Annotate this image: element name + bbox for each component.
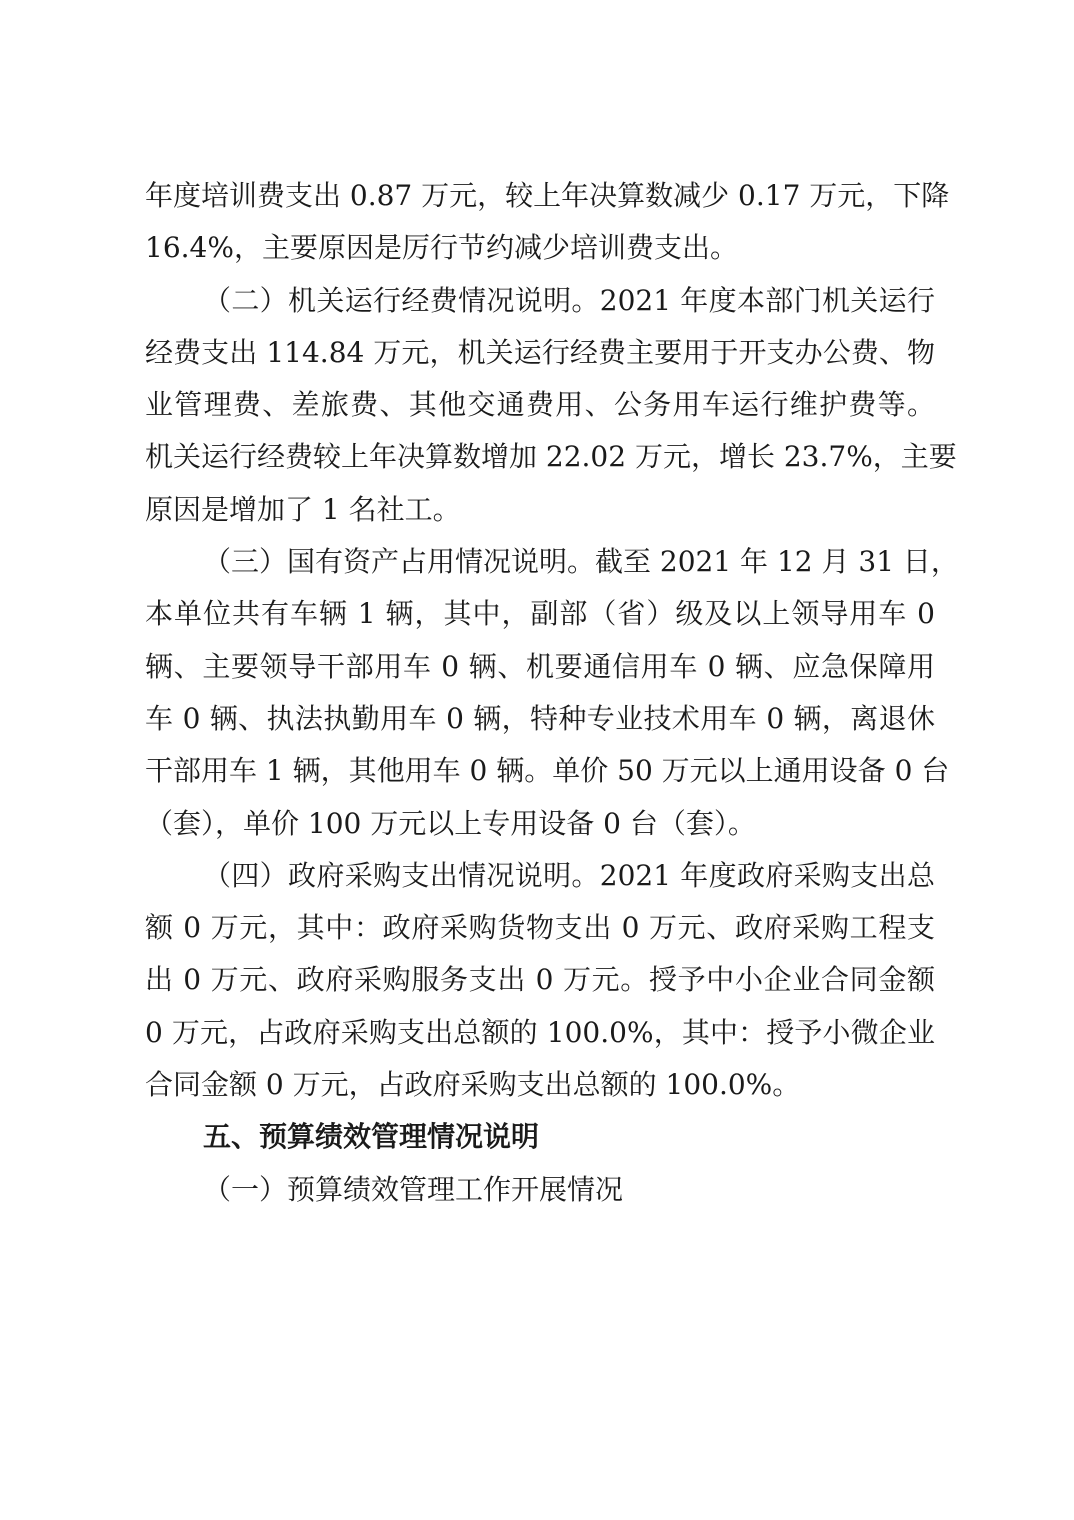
paragraph-line: 原因是增加了 1 名社工。: [145, 492, 461, 526]
section-heading: 五、预算绩效管理情况说明: [203, 1120, 540, 1154]
paragraph-line: （四）政府采购支出情况说明。2021 年度政府采购支出总: [203, 858, 935, 892]
subsection-heading: （一）预算绩效管理工作开展情况: [203, 1172, 624, 1206]
paragraph-line: 合同金额 0 万元，占政府采购支出总额的 100.0%。: [145, 1068, 801, 1102]
paragraph-line: 年度培训费支出 0.87 万元，较上年决算数减少 0.17 万元，下降: [145, 179, 950, 212]
paragraph-line: 机关运行经费较上年决算数增加 22.02 万元，增长 23.7%，主要: [145, 440, 957, 474]
paragraph-line: 本单位共有车辆 1 辆，其中，副部（省）级及以上领导用车 0: [145, 597, 935, 631]
paragraph-line: 经费支出 114.84 万元，机关运行经费主要用于开支办公费、物: [145, 335, 935, 369]
paragraph-line: 业管理费、差旅费、其他交通费用、公务用车运行维护费等。: [145, 388, 935, 422]
paragraph-line: 出 0 万元、政府采购服务支出 0 万元。授予中小企业合同金额: [145, 963, 935, 997]
paragraph-line: （三）国有资产占用情况说明。截至 2021 年 12 月 31 日，: [203, 545, 959, 579]
paragraph-line: 干部用车 1 辆，其他用车 0 辆。单价 50 万元以上通用设备 0 台: [145, 754, 950, 788]
paragraph-line: 车 0 辆、执法执勤用车 0 辆，特种专业技术用车 0 辆，离退休: [145, 701, 935, 735]
paragraph-line: 辆、主要领导干部用车 0 辆、机要通信用车 0 辆、应急保障用: [145, 649, 935, 683]
paragraph-line: （套），单价 100 万元以上专用设备 0 台（套）。: [145, 806, 756, 840]
paragraph-line: 额 0 万元，其中：政府采购货物支出 0 万元、政府采购工程支: [145, 911, 935, 945]
document-body: [145, 170, 959, 1216]
paragraph-line: （二）机关运行经费情况说明。2021 年度本部门机关运行: [203, 283, 935, 317]
paragraph-line: 0 万元，占政府采购支出总额的 100.0%，其中：授予小微企业: [145, 1015, 935, 1049]
paragraph-line: 16.4%，主要原因是厉行节约减少培训费支出。: [145, 231, 738, 265]
